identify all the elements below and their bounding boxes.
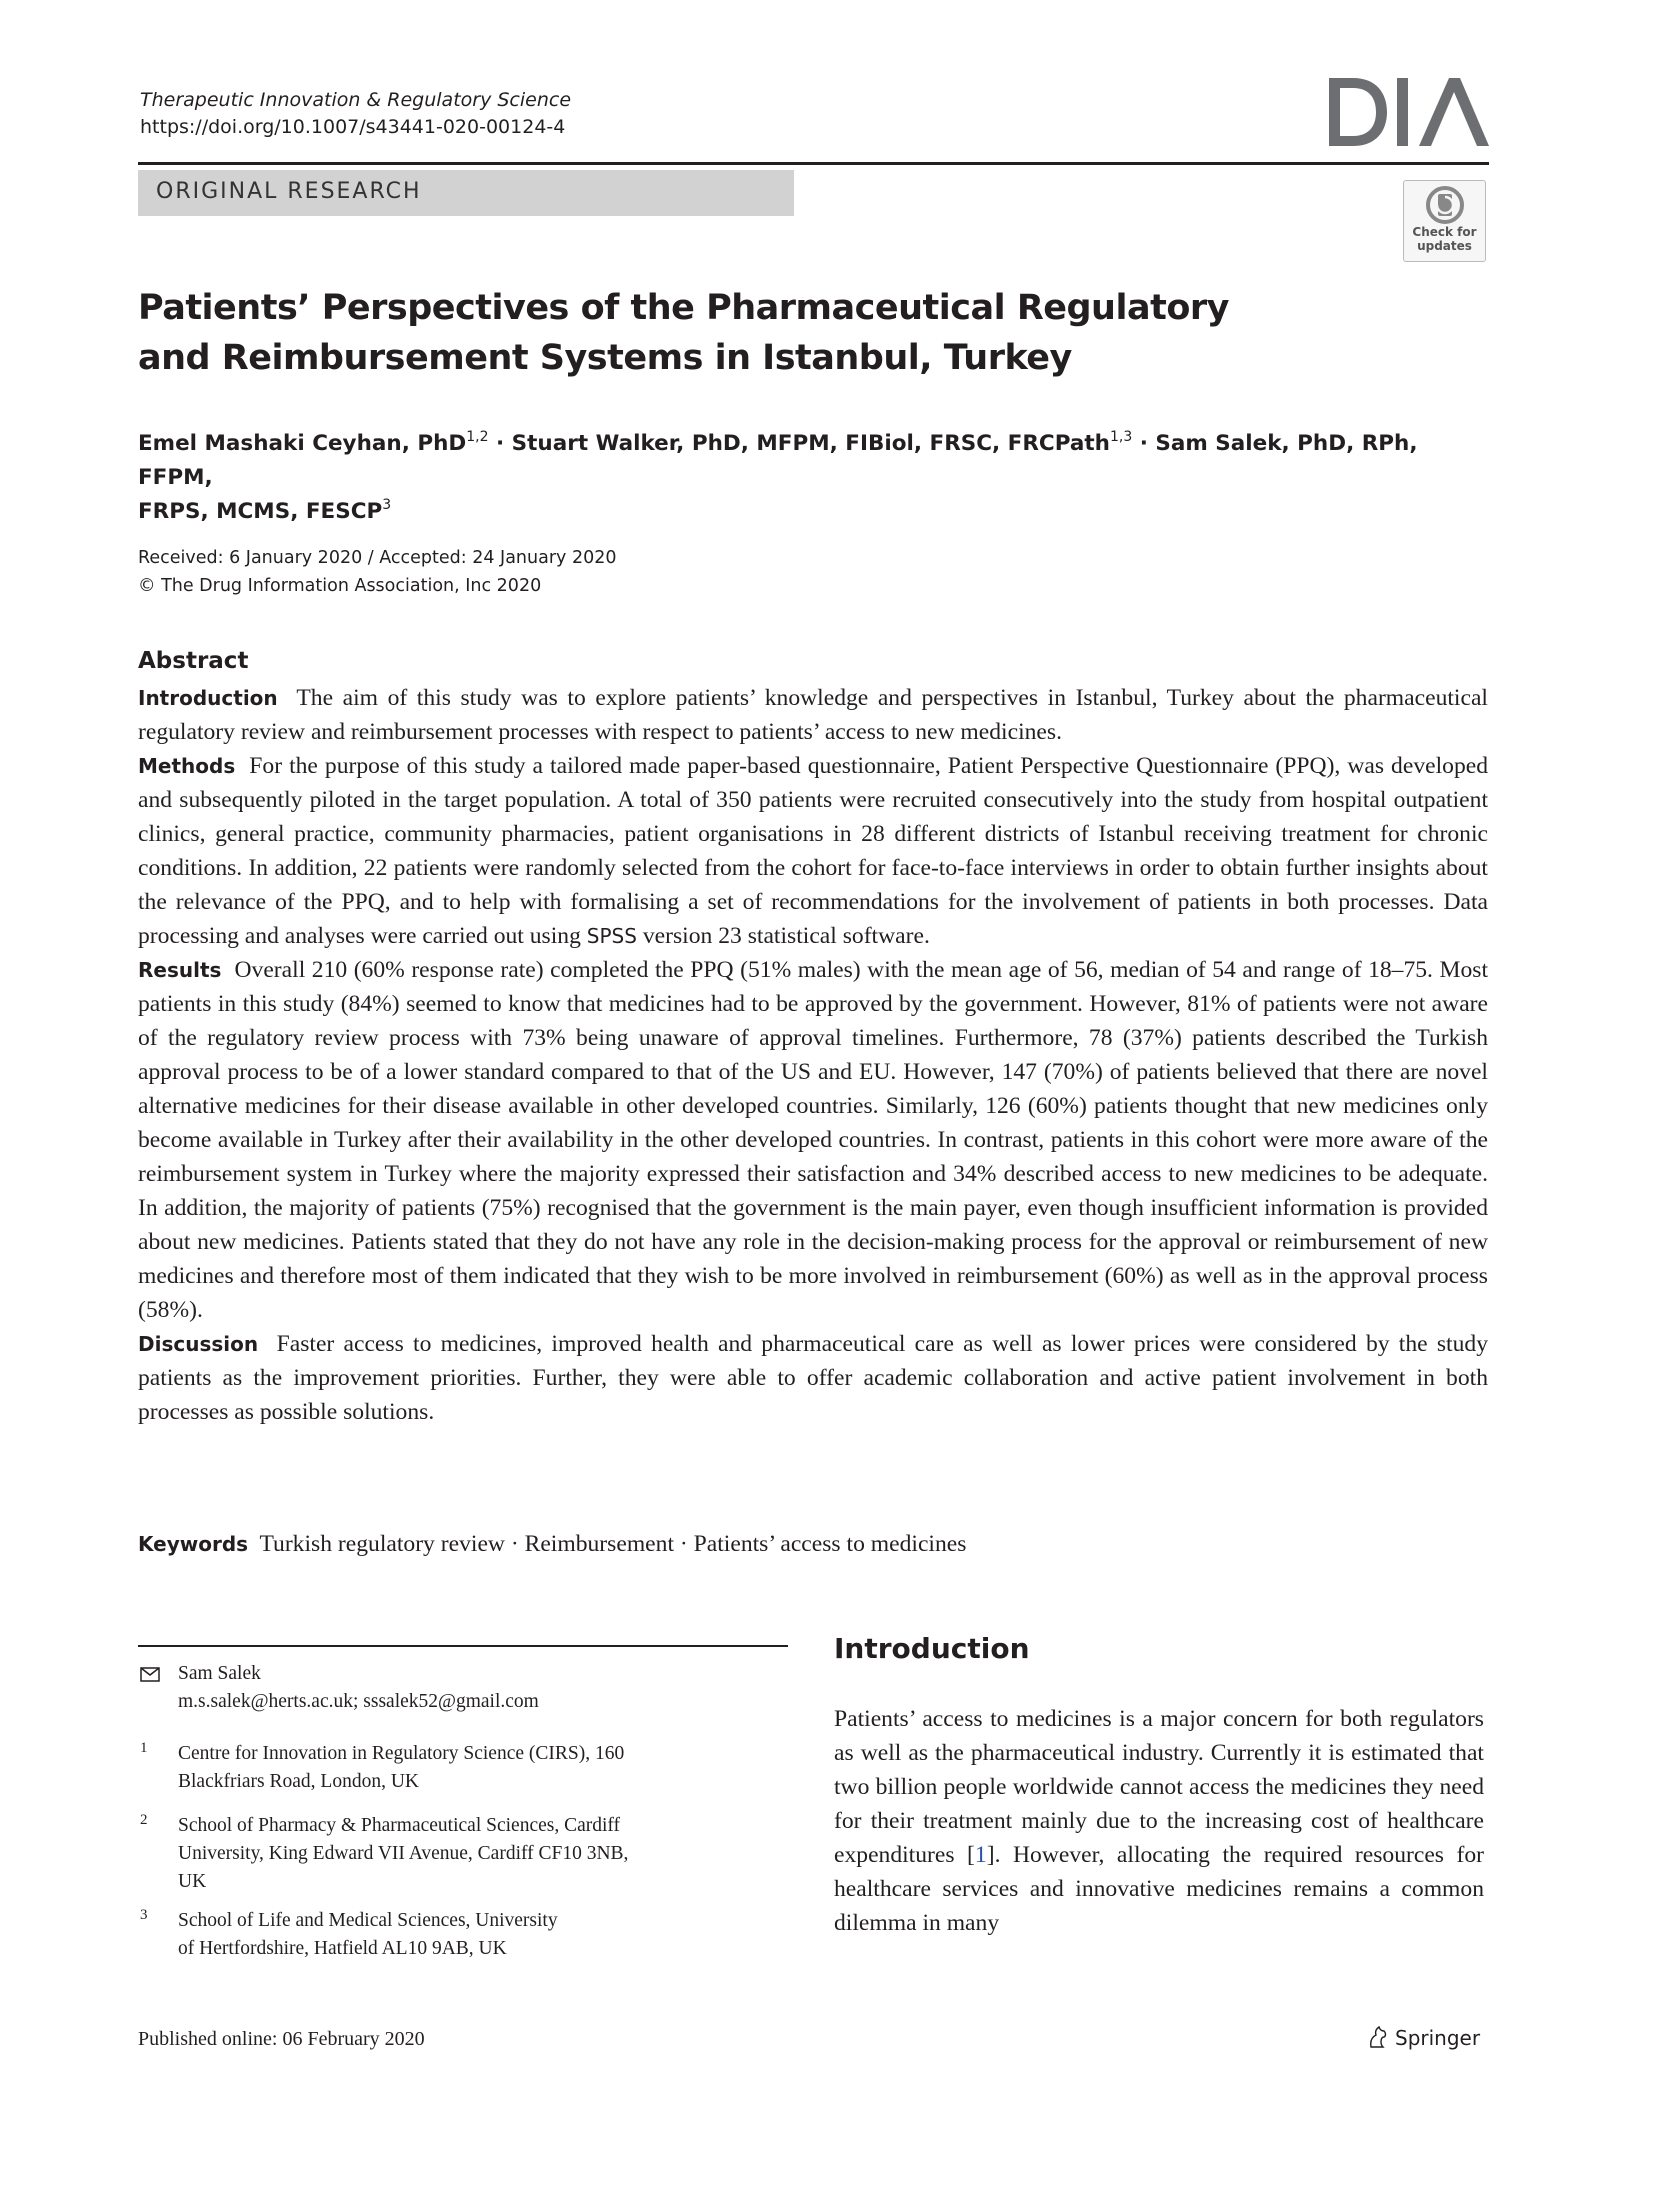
- article-dates: [138, 544, 617, 600]
- title-line-1: Patients’ Perspectives of the Pharmaceutical Regulatory: [138, 288, 1229, 328]
- check-updates-line1: Check for: [1412, 225, 1477, 239]
- introduction-text-part1: Patients’ access to medicines is a major concern for both regulators as well as the pharmaceutical industry. Currently it is estimated that two billion people worldwide cannot access the medicines they need for their treatment mainly due to the increasing cost of healthcare expenditures [: [834, 1706, 1484, 1868]
- springer-horse-icon: [1367, 2025, 1389, 2049]
- abstract-introduction-label: Introduction: [138, 686, 278, 710]
- journal-name: Therapeutic Innovation & Regulatory Science: [140, 89, 572, 111]
- affiliation-1-line2: Blackfriars Road, London, UK: [178, 1771, 419, 1792]
- author-1[interactable]: Emel Mashaki Ceyhan, PhD: [138, 431, 467, 456]
- abstract-methods: [138, 749, 1488, 953]
- affiliation-3-number: 3: [140, 1907, 148, 1923]
- copyright: © The Drug Information Association, Inc 2020: [138, 576, 542, 596]
- published-online: Published online: 06 February 2020: [138, 2028, 425, 2050]
- abstract-results-label: Results: [138, 958, 222, 982]
- author-3[interactable]: Sam Salek, PhD, RPh, FFPM,: [138, 431, 1418, 490]
- section-label-text: ORIGINAL RESEARCH: [156, 179, 422, 204]
- title-line-2: and Reimbursement Systems in Istanbul, Turkey: [138, 338, 1072, 378]
- springer-logo: [1367, 2025, 1480, 2050]
- author-separator: ·: [488, 431, 512, 456]
- author-separator: ·: [1132, 431, 1156, 456]
- affiliation-1-number: 1: [140, 1740, 148, 1756]
- affiliation-2-line1: School of Pharmacy & Pharmaceutical Sciences, Cardiff: [178, 1815, 621, 1836]
- author-2-affiliation: 1,3: [1109, 429, 1133, 445]
- keywords-text: Turkish regulatory review · Reimbursement · Patients’ access to medicines: [259, 1531, 967, 1557]
- corresponding-email[interactable]: m.s.salek@herts.ac.uk; sssalek52@gmail.com: [178, 1691, 539, 1712]
- author-3-continued[interactable]: FRPS, MCMS, FESCP: [138, 499, 383, 524]
- abstract-results-text: Overall 210 (60% response rate) completed the PPQ (51% males) with the mean age of 56, median of 54 and range of 18–75. Most patients in this study (84%) seemed to know that medicines had to be approved by the government. However, 81% of patients were not aware of the regulatory review process with 73% being unaware of approval timelines. Furthermore, 78 (37%) patients described the Turkish approval process to be of a lower standard compared to that of the US and EU. However, 147 (70%) of patients believed that there are novel alternative medicines for their disease available in other developed countries. Similarly, 126 (60%) patients thought that new medicines only become available in Turkey after their availability in the other developed countries. In contrast, patients in this cohort were more aware of the reimbursement system in Turkey where the majority expressed their satisfaction and 34% described access to new medicines to be adequate. In addition, the majority of patients (75%) recognised that the government is the main payer, even though insufficient information is provided about new medicines. Patients stated that they do not have any role in the decision-making process for the approval or reimbursement of new medicines and therefore most of them indicated that they wish to be more involved in reimbursement (60%) as well as in the approval process (58%).: [138, 957, 1488, 1323]
- abstract-heading: Abstract: [138, 648, 249, 674]
- introduction-text: [834, 1702, 1484, 1940]
- affiliation-2: [178, 1812, 628, 1896]
- reference-link[interactable]: 1: [974, 1842, 987, 1868]
- affiliation-2-number: 2: [140, 1812, 148, 1828]
- author-list: [138, 427, 1438, 529]
- corresponding-author: [178, 1660, 539, 1716]
- check-for-updates-badge[interactable]: [1403, 180, 1486, 262]
- abstract-methods-end: version 23 statistical software.: [642, 923, 930, 949]
- affiliation-1-line1: Centre for Innovation in Regulatory Science (CIRS), 160: [178, 1743, 625, 1764]
- author-2[interactable]: Stuart Walker, PhD, MFPM, FIBiol, FRSC, FRCPath: [511, 431, 1110, 456]
- abstract-introduction-text: The aim of this study was to explore patients’ knowledge and perspectives in Istanbul, Turkey about the pharmaceutical regulatory review and reimbursement processes with respect to patients’ access to new medicines.: [138, 685, 1488, 745]
- received-accepted: Received: 6 January 2020 / Accepted: 24 January 2020: [138, 548, 617, 568]
- corresponding-name: Sam Salek: [178, 1663, 261, 1684]
- abstract-methods-label: Methods: [138, 754, 236, 778]
- abstract-results: [138, 953, 1488, 1327]
- affiliation-3-line1: School of Life and Medical Sciences, University: [178, 1910, 558, 1931]
- author-1-affiliation: 1,2: [466, 429, 489, 445]
- header-rule: [138, 162, 1489, 165]
- keywords-label: Keywords: [138, 1532, 249, 1556]
- abstract-introduction: [138, 681, 1488, 749]
- affiliation-1: [178, 1740, 624, 1796]
- abstract-methods-spss: SPSS: [586, 924, 637, 948]
- affiliation-2-line3: UK: [178, 1871, 207, 1892]
- affiliation-2-line2: University, King Edward VII Avenue, Cardiff CF10 3NB,: [178, 1843, 629, 1864]
- keywords: [138, 1531, 966, 1558]
- author-3-affiliation: 3: [382, 497, 392, 513]
- abstract-body: [138, 681, 1488, 1429]
- check-updates-line2: updates: [1417, 239, 1472, 253]
- abstract-discussion-label: Discussion: [138, 1332, 259, 1356]
- affiliation-3-line2: of Hertfordshire, Hatfield AL10 9AB, UK: [178, 1938, 507, 1959]
- dia-logo-text: DIA: [1327, 74, 1329, 75]
- abstract-discussion: [138, 1327, 1488, 1429]
- section-label: [138, 170, 794, 216]
- dia-logo: [1327, 74, 1489, 150]
- springer-text: Springer: [1395, 2026, 1481, 2050]
- footnote-rule: [138, 1645, 788, 1647]
- check-updates-icon: [1425, 185, 1465, 225]
- doi-link[interactable]: https://doi.org/10.1007/s43441-020-00124-4: [140, 116, 566, 138]
- affiliation-3: [178, 1907, 558, 1963]
- abstract-discussion-text: Faster access to medicines, improved health and pharmaceutical care as well as lower prices were considered by the study patients as the improvement priorities. Further, they were able to offer academic collaboration and active patient involvement in both processes as possible solutions.: [138, 1331, 1488, 1425]
- introduction-heading: Introduction: [834, 1632, 1030, 1665]
- article-title: [138, 283, 1338, 383]
- introduction-text-part2: ]. However, allocating the required resources for healthcare services and innovative medicines remains a common dilemma in many: [834, 1842, 1484, 1936]
- envelope-icon: [140, 1667, 160, 1682]
- abstract-methods-text: For the purpose of this study a tailored made paper-based questionnaire, Patient Perspective Questionnaire (PPQ), was developed and subsequently piloted in the target population. A total of 350 patients were recruited consecutively into the study from hospital outpatient clinics, general practice, community pharmacies, patient organisations in 28 different districts of Istanbul receiving treatment for chronic conditions. In addition, 22 patients were randomly selected from the cohort for face-to-face interviews in order to obtain further insights about the relevance of the PPQ, and to help with formalising a set of recommendations for the involvement of patients in both processes. Data processing and analyses were carried out using: [138, 753, 1489, 949]
